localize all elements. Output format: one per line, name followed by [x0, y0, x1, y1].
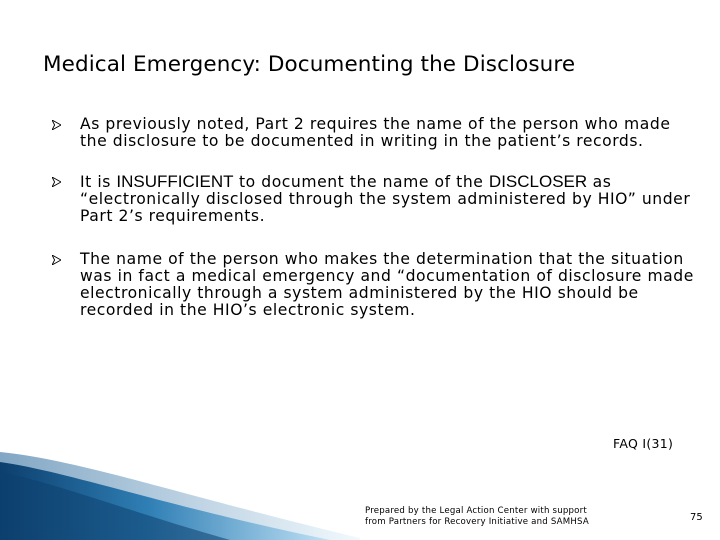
- slide-title: Medical Emergency: Documenting the Disclosure: [43, 52, 576, 77]
- bullet-text-pre: It is: [80, 173, 117, 191]
- arrowhead-bullet-icon: [52, 120, 61, 130]
- bullet-item: [52, 251, 702, 319]
- bullet-text-post: as “electronically disclosed through the system administered by HIO” under Part 2’s requirements.: [80, 173, 691, 225]
- bullet-text: As previously noted, Part 2 requires the name of the person who made the disclosure to be documented in writing in the patient’s records.: [80, 115, 671, 150]
- bullet-item: [52, 173, 702, 225]
- bullet-text-mid: to document the name of the: [233, 173, 489, 191]
- faq-reference: FAQ I(31): [613, 436, 674, 451]
- emphasis-discloser: DISCLOSER: [488, 172, 588, 191]
- footer-credit-line: Prepared by the Legal Action Center with support: [365, 506, 587, 516]
- bullet-text: The name of the person who makes the determination that the situation was in fact a medical emergency and “documentation of disclosure made electronically through a system administered by the HIO should be recorded in the HIO’s electronic system.: [80, 250, 694, 319]
- footer-credit-line: from Partners for Recovery Initiative and SAMHSA: [365, 516, 589, 527]
- bullet-list: [52, 116, 702, 342]
- bullet-item: [52, 116, 702, 150]
- arrowhead-bullet-icon: [52, 177, 61, 187]
- arrowhead-bullet-icon: [52, 255, 61, 265]
- page-number: 75: [690, 512, 703, 523]
- emphasis-insufficient: INSUFFICIENT: [116, 172, 234, 191]
- blue-wave-decoration: [0, 450, 360, 540]
- footer-credit: [365, 506, 589, 527]
